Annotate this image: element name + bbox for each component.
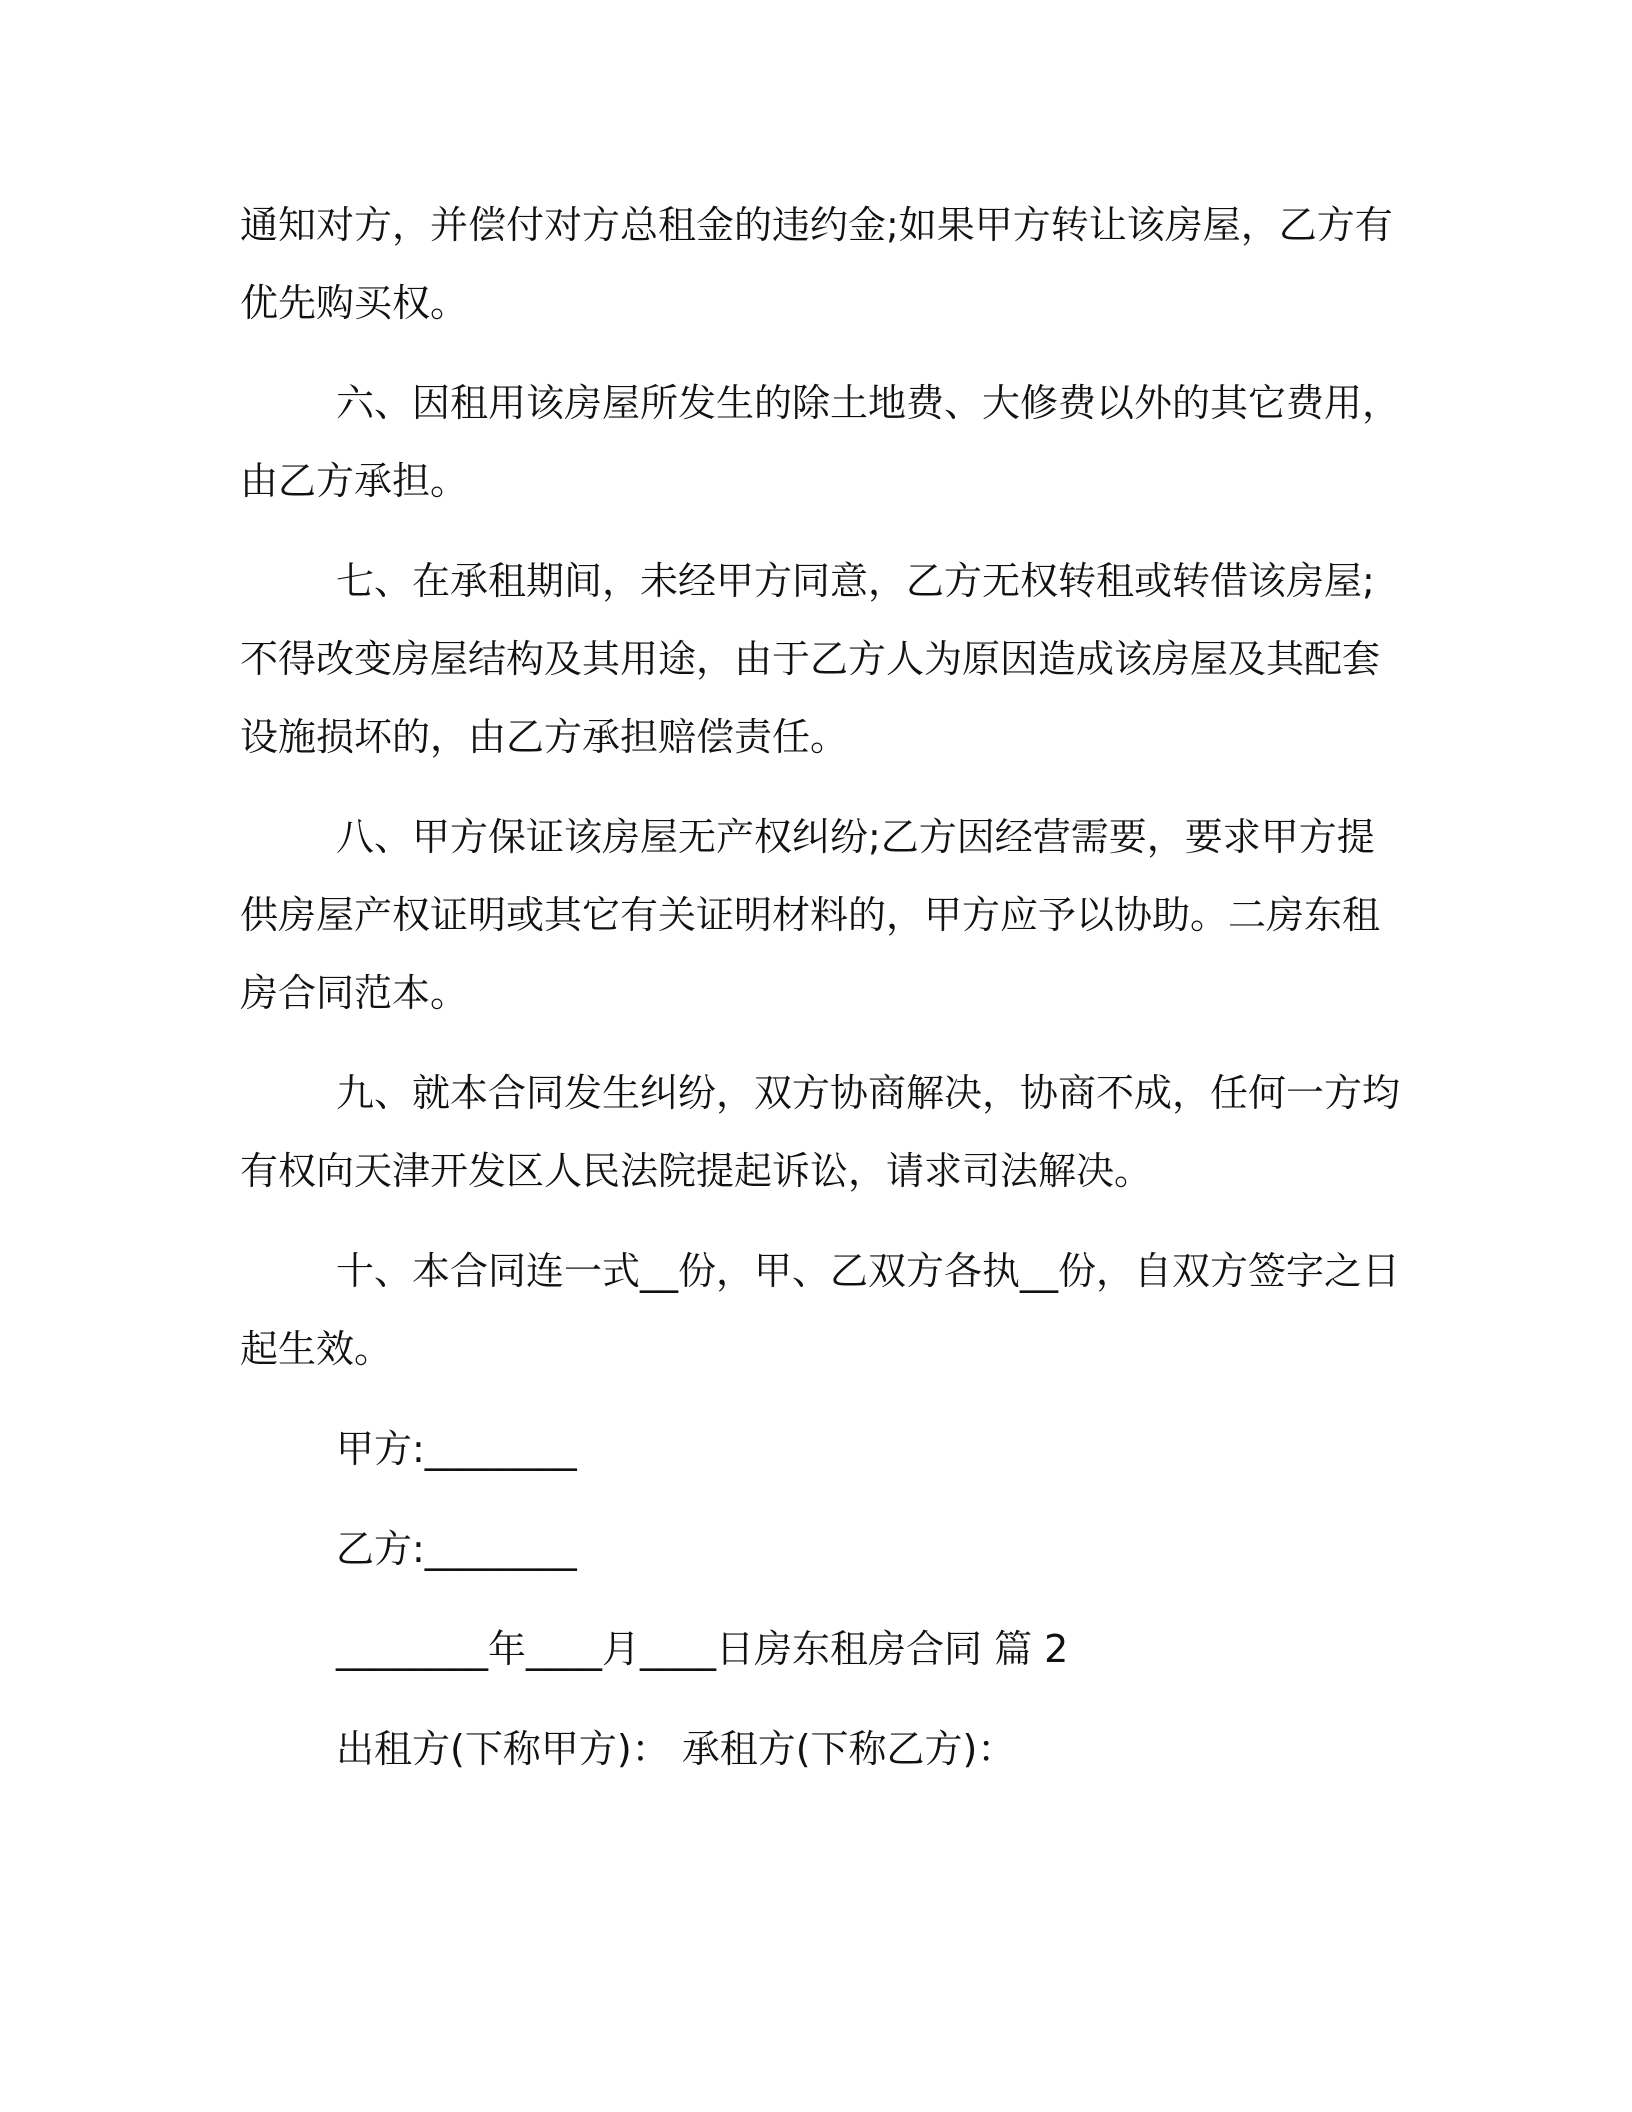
- text-line: 供房屋产权证明或其它有关证明材料的，甲方应予以协助。二房东租: [240, 893, 1381, 937]
- document-page: [240, 186, 1400, 1788]
- parties-heading: 出租方(下称甲方)： 承租方(下称乙方)：: [336, 1727, 1016, 1771]
- clause-9: [240, 1054, 1400, 1210]
- text-line: 通知对方，并偿付对方总租金的违约金;如果甲方转让该房屋，乙方有: [240, 203, 1393, 247]
- text-line: 房合同范本。: [240, 971, 469, 1015]
- clause-6: [240, 364, 1400, 520]
- text-line: 有权向天津开发区人民法院提起诉讼，请求司法解决。: [240, 1149, 1153, 1193]
- text-line: 由乙方承担。: [240, 459, 469, 503]
- date-and-section-title: ________年____月____日房东租房合同 篇 2: [336, 1627, 1069, 1671]
- clause-8: [240, 798, 1400, 1032]
- text-line: 优先购买权。: [240, 281, 469, 325]
- text-line: 起生效。: [240, 1327, 393, 1371]
- text-line: 设施损坏的，由乙方承担赔偿责任。: [240, 715, 849, 759]
- text-line: 六、因租用该房屋所发生的除土地费、大修费以外的其它费用，: [336, 381, 1401, 425]
- clause-5-continuation: [240, 186, 1400, 342]
- text-line: 十、本合同连一式__份，甲、乙双方各执__份，自双方签字之日: [336, 1249, 1401, 1293]
- text-line: 不得改变房屋结构及其用途，由于乙方人为原因造成该房屋及其配套: [240, 637, 1381, 681]
- clause-10: [240, 1232, 1400, 1388]
- party-b-signature: 乙方:________: [336, 1527, 577, 1571]
- party-a-signature: 甲方:________: [336, 1427, 577, 1471]
- text-line: 九、就本合同发生纠纷，双方协商解决，协商不成，任何一方均: [336, 1071, 1401, 1115]
- text-line: 八、甲方保证该房屋无产权纠纷;乙方因经营需要，要求甲方提: [336, 815, 1375, 859]
- text-line: 七、在承租期间，未经甲方同意，乙方无权转租或转借该房屋;: [336, 559, 1375, 603]
- clause-7: [240, 542, 1400, 776]
